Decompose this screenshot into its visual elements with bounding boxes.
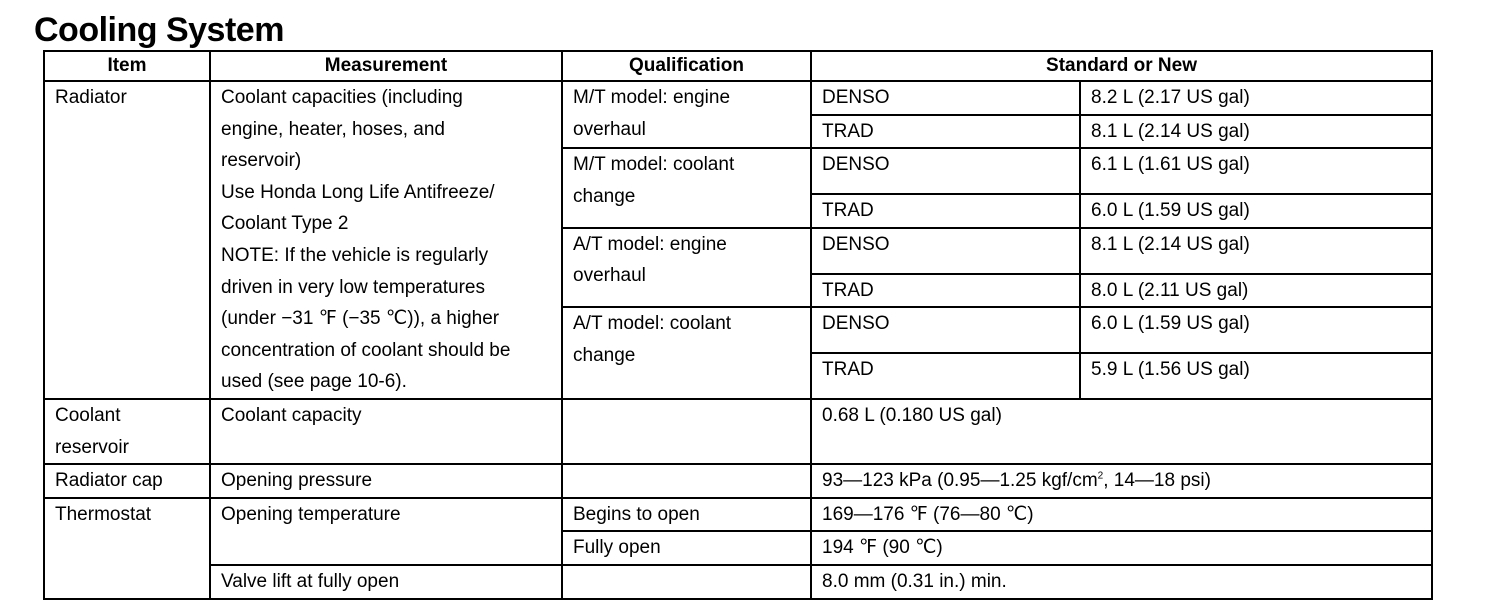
value-cell: 6.0 L (1.59 US gal) — [1080, 194, 1432, 228]
qualification-at-change: A/T model: coolant change — [562, 307, 811, 399]
item-thermostat: Thermostat — [44, 498, 210, 599]
header-item: Item — [44, 51, 210, 81]
maker-cell: DENSO — [811, 228, 1080, 274]
value-cap-tail: , 14—18 psi) — [1103, 470, 1211, 492]
qualification-at-overhaul: A/T model: engine overhaul — [562, 228, 811, 307]
value-cell: 8.2 L (2.17 US gal) — [1080, 81, 1432, 115]
measurement-cap: Opening pressure — [210, 464, 562, 498]
table-row — [44, 565, 1432, 599]
qualification-mt-change: M/T model: coolant change — [562, 148, 811, 227]
measurement-radiator: Coolant capacities (including engine, heater, hoses, and reservoir) Use Honda Long Life Antifreeze/ Coolant Type 2 NOTE: If the vehicle is regularly driven in very low temperatures (under −31 ℉ (−35 ℃)), a higher concentration of coolant should be used (see page 10-6). — [210, 81, 562, 399]
header-standard: Standard or New — [811, 51, 1432, 81]
maker-cell: DENSO — [811, 148, 1080, 194]
value-reservoir: 0.68 L (0.180 US gal) — [811, 399, 1432, 464]
header-row — [44, 51, 1432, 81]
maker-cell: TRAD — [811, 274, 1080, 308]
item-cap: Radiator cap — [44, 464, 210, 498]
item-reservoir: Coolant reservoir — [44, 399, 210, 464]
table-row — [44, 464, 1432, 498]
page-title: Cooling System — [34, 11, 284, 49]
header-measurement: Measurement — [210, 51, 562, 81]
header-qualification: Qualification — [562, 51, 811, 81]
qualification-fully: Fully open — [562, 531, 811, 565]
value-cell: 8.0 L (2.11 US gal) — [1080, 274, 1432, 308]
maker-cell: TRAD — [811, 115, 1080, 149]
value-cell: 6.1 L (1.61 US gal) — [1080, 148, 1432, 194]
maker-cell: DENSO — [811, 307, 1080, 353]
table-row — [44, 399, 1432, 464]
value-cell: 8.1 L (2.14 US gal) — [1080, 228, 1432, 274]
value-cap — [811, 464, 1432, 498]
qualification-begins: Begins to open — [562, 498, 811, 532]
value-begins: 169—176 ℉ (76—80 ℃) — [811, 498, 1432, 532]
value-cell: 6.0 L (1.59 US gal) — [1080, 307, 1432, 353]
maker-cell: DENSO — [811, 81, 1080, 115]
value-cell: 8.1 L (2.14 US gal) — [1080, 115, 1432, 149]
measurement-reservoir: Coolant capacity — [210, 399, 562, 464]
qualification-reservoir — [562, 399, 811, 464]
measurement-thermostat: Opening temperature — [210, 498, 562, 565]
table-row — [44, 498, 1432, 532]
value-cell: 5.9 L (1.56 US gal) — [1080, 353, 1432, 399]
qualification-lift — [562, 565, 811, 599]
value-lift: 8.0 mm (0.31 in.) min. — [811, 565, 1432, 599]
value-cap-main: 93—123 kPa (0.95—1.25 kgf/cm — [822, 470, 1098, 492]
value-cap-superscript: 2 — [1097, 470, 1104, 482]
cooling-system-spec-table — [43, 50, 1433, 600]
table-row — [44, 81, 1432, 115]
item-radiator: Radiator — [44, 81, 210, 399]
qualification-cap — [562, 464, 811, 498]
value-fully: 194 ℉ (90 ℃) — [811, 531, 1432, 565]
measurement-lift: Valve lift at fully open — [210, 565, 562, 599]
maker-cell: TRAD — [811, 194, 1080, 228]
maker-cell: TRAD — [811, 353, 1080, 399]
qualification-mt-overhaul: M/T model: engine overhaul — [562, 81, 811, 148]
